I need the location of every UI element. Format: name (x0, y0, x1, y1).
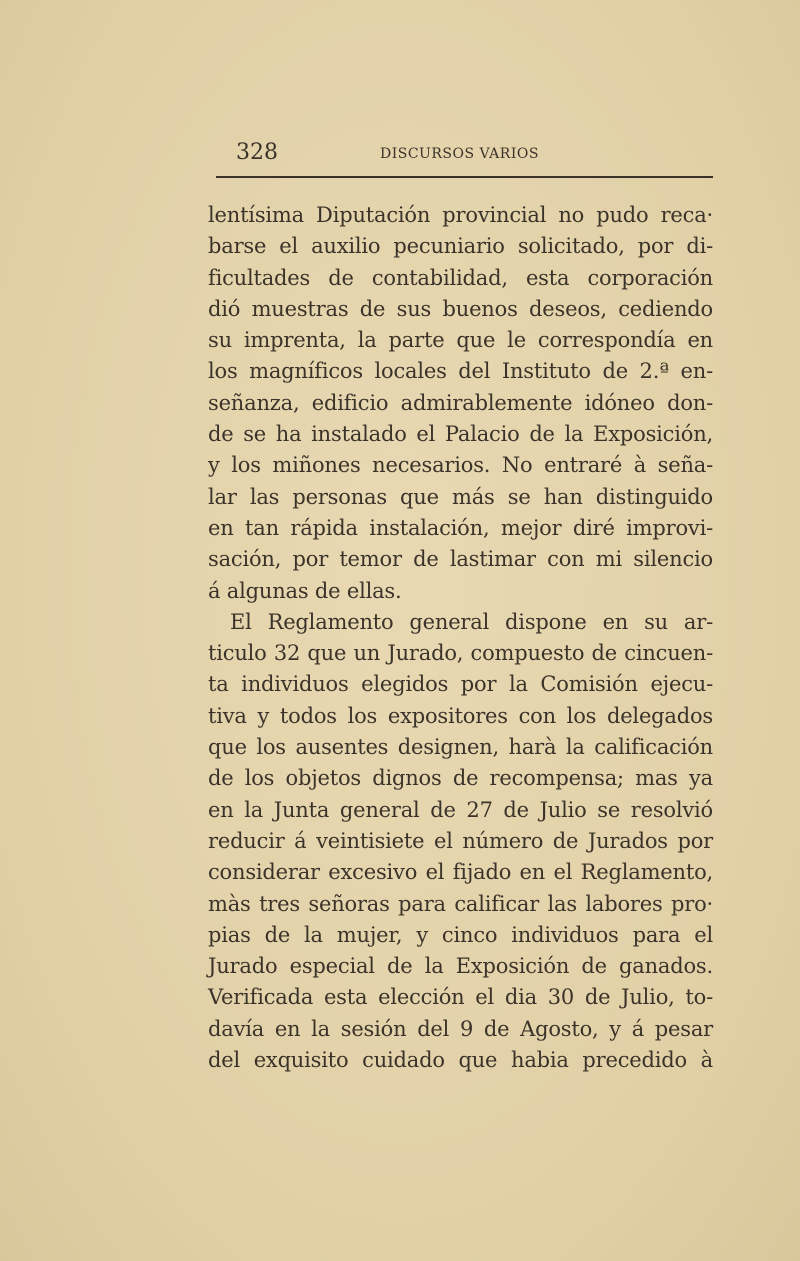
text-line: los magníficos locales del Instituto de 2.ª en- (208, 359, 713, 384)
text-line: dió muestras de sus buenos deseos, cediendo (208, 296, 713, 321)
text-line: Verificada esta elección el dia 30 de Julio, to- (208, 985, 713, 1010)
text-line: davía en la sesión del 9 de Agosto, y á pesar (208, 1016, 713, 1041)
text-line: de se ha instalado el Palacio de la Exposición, (208, 422, 713, 447)
text-line: del exquisito cuidado que habia precedido à (208, 1048, 713, 1073)
text-line: que los ausentes designen, harà la calificación (208, 735, 713, 760)
text-line: y los miñones necesarios. No entraré à seña- (208, 453, 713, 478)
page-number: 328 (236, 140, 278, 165)
text-line: de los objetos dignos de recompensa; mas ya (208, 766, 713, 791)
text-line: lar las personas que más se han distinguido (208, 484, 713, 509)
text-line: El Reglamento general dispone en su ar- (230, 609, 713, 634)
text-line: en la Junta general de 27 de Julio se resolvió (208, 797, 713, 822)
text-line: ticulo 32 que un Jurado, compuesto de cincuen- (208, 641, 713, 666)
text-line: pias de la mujer, y cinco individuos para el (208, 922, 713, 947)
text-line: á algunas de ellas. (208, 578, 402, 603)
text-line: Jurado especial de la Exposición de ganados. (208, 954, 713, 979)
running-title: DISCURSOS VARIOS (380, 146, 539, 162)
text-line: lentísima Diputación provincial no pudo reca· (208, 203, 713, 227)
text-line: tiva y todos los expositores con los delegados (208, 703, 713, 728)
text-line: considerar excesivo el fijado en el Reglamento, (208, 860, 713, 885)
text-line: barse el auxilio pecuniario solicitado, por di- (208, 234, 713, 259)
text-line: señanza, edificio admirablemente idóneo don- (208, 390, 713, 415)
body-text (208, 200, 713, 1076)
text-line: en tan rápida instalación, mejor diré improvi- (208, 515, 713, 540)
text-line: màs tres señoras para calificar las labores pro· (208, 891, 713, 916)
text-line: reducir á veintisiete el número de Jurados por (208, 828, 713, 853)
text-line: sación, por temor de lastimar con mi silencio (208, 547, 713, 572)
text-line: su imprenta, la parte que le correspondía en (208, 328, 713, 353)
text-line: ficultades de contabilidad, esta corporación (208, 265, 713, 290)
text-line: ta individuos elegidos por la Comisión ejecu- (208, 672, 713, 697)
header-rule (216, 176, 713, 178)
